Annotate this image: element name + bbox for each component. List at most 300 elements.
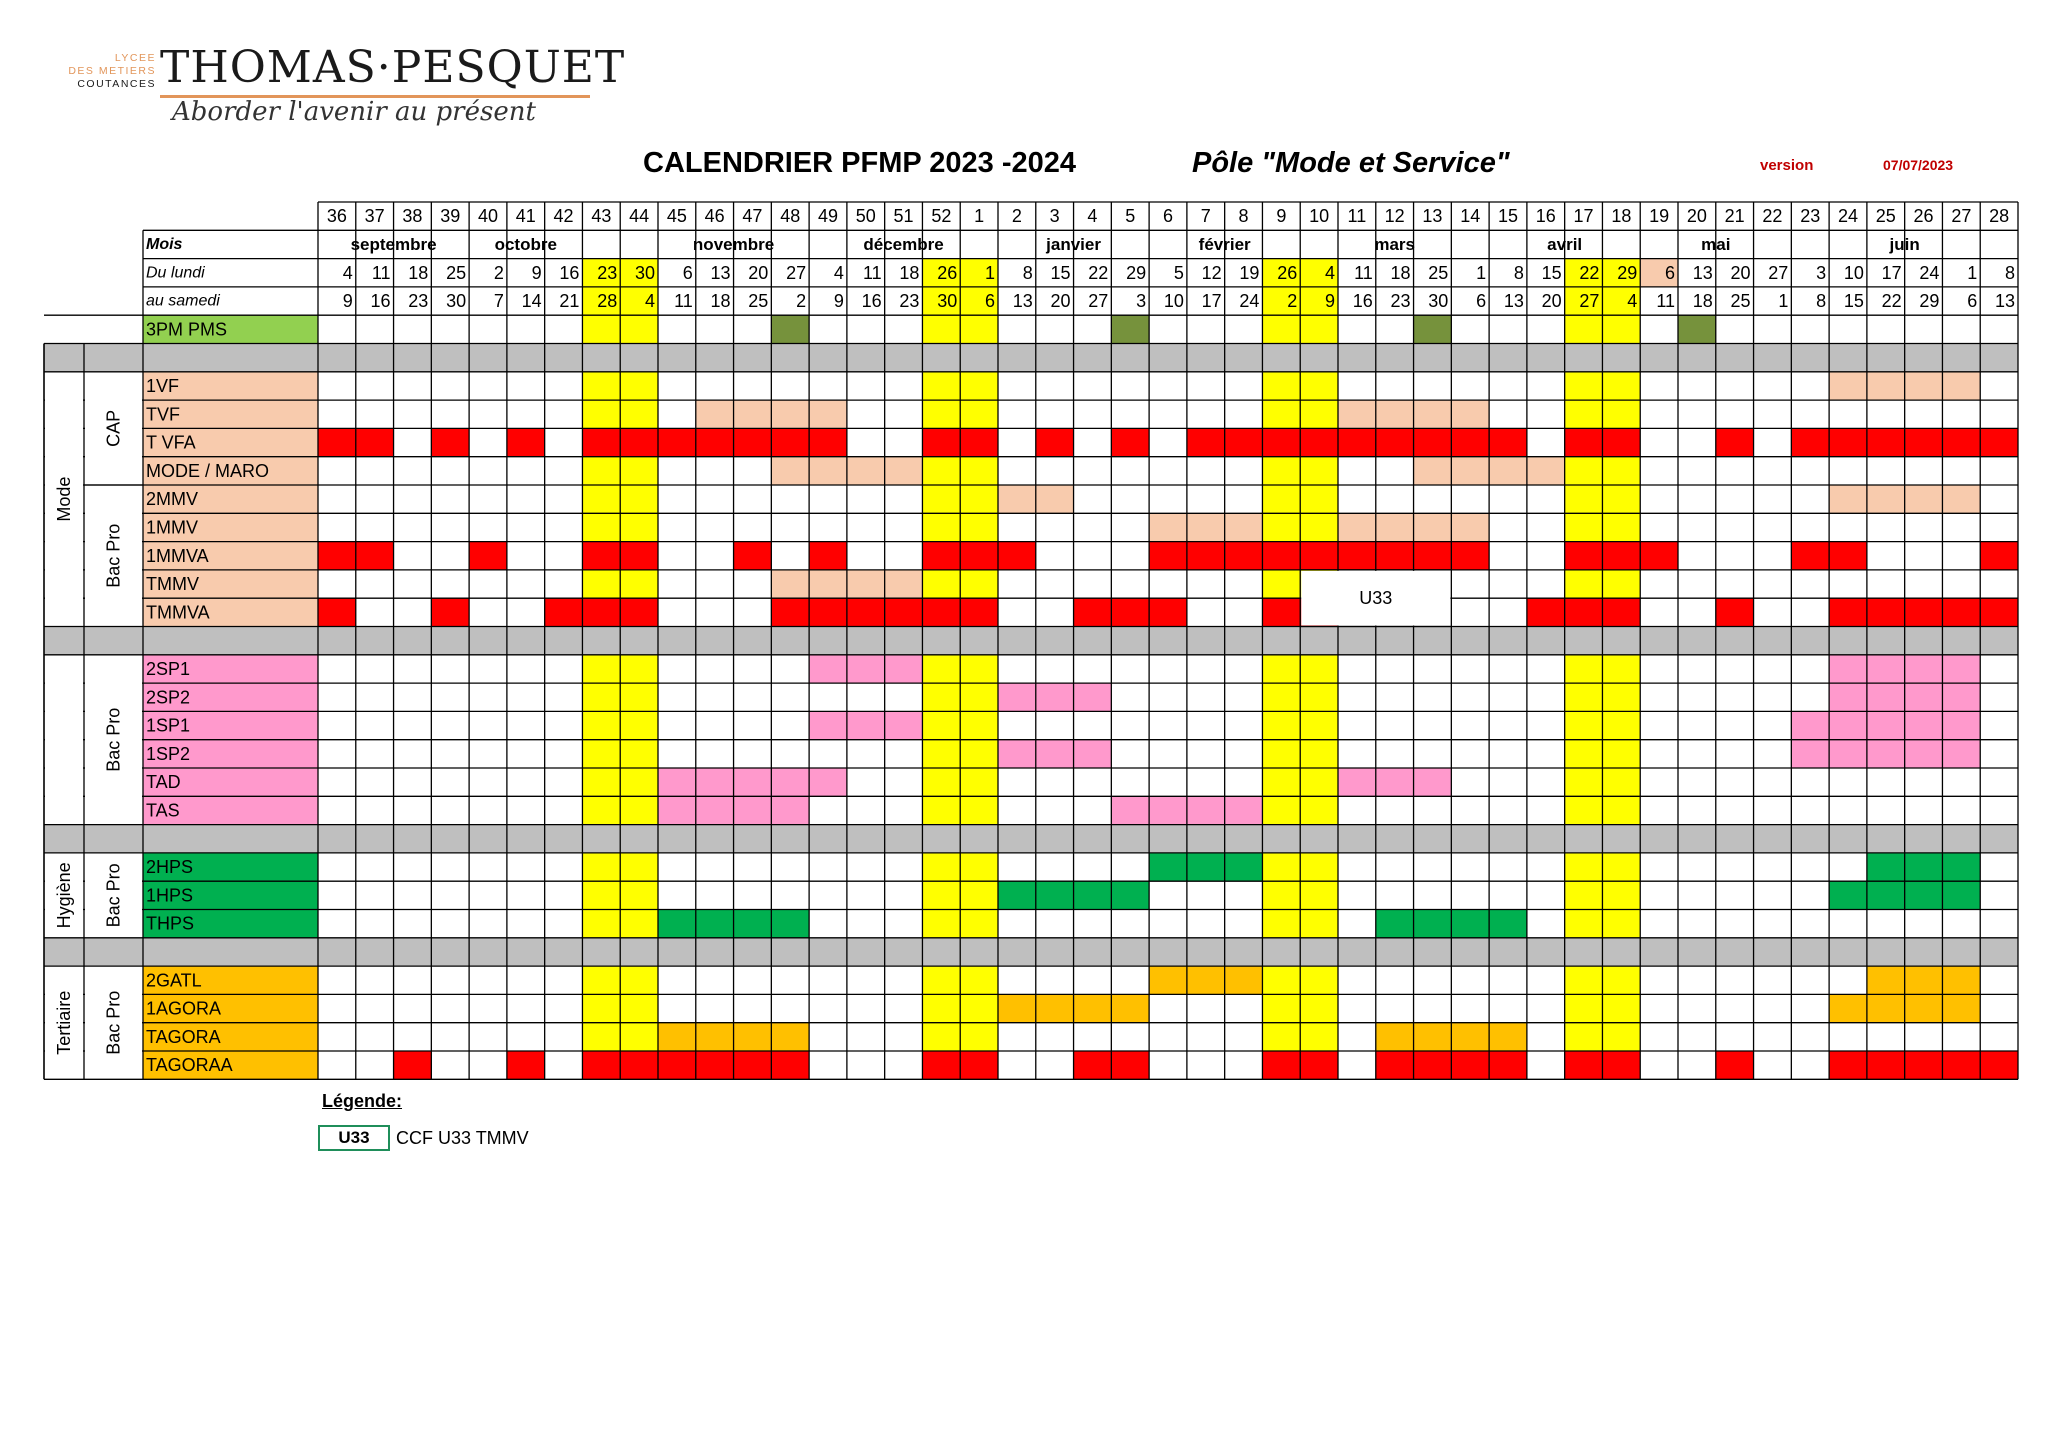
holiday-cell	[1602, 372, 1640, 400]
ccf-cell	[394, 1051, 432, 1079]
merge-mask	[85, 795, 142, 797]
week-number: 47	[742, 206, 763, 227]
holiday-cell	[620, 853, 658, 881]
holiday-cell	[1300, 796, 1338, 824]
holiday-cell	[1565, 768, 1603, 796]
pfmp-cell	[1187, 796, 1225, 824]
merge-mask	[45, 710, 83, 712]
week-number: 43	[591, 206, 612, 227]
merge-mask	[85, 456, 142, 458]
ccf-cell	[696, 428, 734, 456]
holiday-cell	[1262, 655, 1300, 683]
pfmp-cell	[696, 400, 734, 428]
ccf-cell	[1867, 428, 1905, 456]
pfmp-cell	[1376, 400, 1414, 428]
ccf-cell	[1225, 428, 1263, 456]
ccf-cell	[318, 542, 356, 570]
pfmp-cell	[734, 1023, 772, 1051]
date-number: 13	[1994, 291, 2015, 312]
date-number: 25	[1730, 291, 1751, 312]
holiday-cell	[922, 683, 960, 711]
ccf-cell	[1338, 428, 1376, 456]
pfmp-cell	[1905, 881, 1943, 909]
holiday-cell	[1300, 853, 1338, 881]
pfmp-cell	[1791, 740, 1829, 768]
ccf-cell	[1414, 428, 1452, 456]
holiday-cell	[1602, 796, 1640, 824]
ccf-cell	[620, 428, 658, 456]
ccf-cell	[960, 598, 998, 626]
holiday-cell	[1565, 881, 1603, 909]
week-number: 21	[1724, 206, 1745, 227]
holiday-cell	[960, 768, 998, 796]
pfmp-cell	[1376, 1023, 1414, 1051]
week-number: 22	[1762, 206, 1783, 227]
holiday-cell	[582, 853, 620, 881]
week-number: 36	[326, 206, 347, 227]
ccf-cell	[1942, 428, 1980, 456]
holiday-cell	[922, 768, 960, 796]
pfmp-cell	[1036, 881, 1074, 909]
date-number: 9	[1324, 291, 1335, 312]
ccf-cell	[431, 428, 469, 456]
group-label: Bac Pro	[103, 990, 124, 1055]
holiday-cell	[960, 457, 998, 485]
ccf-cell	[696, 1051, 734, 1079]
date-number: 4	[342, 262, 353, 283]
pfmp-cell	[771, 400, 809, 428]
date-number: 13	[1012, 291, 1033, 312]
ccf-cell	[1489, 428, 1527, 456]
pfmp-cell	[1829, 740, 1867, 768]
week-number: 50	[855, 206, 876, 227]
ccf-cell	[1414, 542, 1452, 570]
week-number: 45	[666, 206, 687, 227]
pfmp-cell	[1376, 513, 1414, 541]
holiday-cell	[960, 853, 998, 881]
pms-mark-cell	[1111, 315, 1149, 343]
ccf-cell	[1829, 428, 1867, 456]
holiday-cell	[1602, 740, 1640, 768]
holiday-cell	[922, 910, 960, 938]
holiday-cell	[582, 400, 620, 428]
week-number: 12	[1384, 206, 1405, 227]
month-label: octobre	[494, 234, 557, 254]
pfmp-cell	[771, 457, 809, 485]
date-number: 15	[1541, 262, 1562, 283]
pfmp-cell	[696, 910, 734, 938]
pfmp-cell	[734, 768, 772, 796]
date-number: 6	[1476, 291, 1487, 312]
pfmp-cell	[1036, 485, 1074, 513]
ccf-cell	[507, 428, 545, 456]
week-number: 4	[1087, 206, 1098, 227]
holiday-cell	[620, 315, 658, 343]
ccf-cell	[1111, 428, 1149, 456]
pfmp-cell	[1111, 881, 1149, 909]
month-label: novembre	[692, 234, 775, 254]
holiday-cell	[1300, 740, 1338, 768]
date-number: 2	[493, 262, 504, 283]
date-number: 25	[446, 262, 467, 283]
u33-label: U33	[1359, 588, 1393, 609]
ccf-cell	[318, 598, 356, 626]
pfmp-cell	[1829, 994, 1867, 1022]
week-number: 24	[1837, 206, 1859, 227]
week-number: 44	[629, 206, 650, 227]
pfmp-cell	[1187, 513, 1225, 541]
pfmp-cell	[885, 711, 923, 739]
pfmp-cell	[1111, 796, 1149, 824]
holiday-cell	[922, 513, 960, 541]
class-label: 1MMVA	[146, 545, 209, 566]
merge-mask	[85, 682, 142, 684]
row-label-lundi: Du lundi	[146, 264, 205, 282]
pfmp-cell	[658, 768, 696, 796]
ccf-cell	[809, 428, 847, 456]
ccf-cell	[1074, 1051, 1112, 1079]
date-number: 8	[1816, 291, 1827, 312]
holiday-cell	[1602, 910, 1640, 938]
merge-mask	[85, 399, 142, 401]
date-number: 23	[408, 291, 429, 312]
class-label: 1SP2	[146, 743, 191, 764]
holiday-cell	[1262, 457, 1300, 485]
holiday-cell	[1300, 683, 1338, 711]
date-number: 16	[370, 291, 391, 312]
week-number: 42	[553, 206, 574, 227]
holiday-cell	[960, 966, 998, 994]
holiday-cell	[582, 683, 620, 711]
pfmp-cell	[1867, 372, 1905, 400]
holiday-cell	[582, 910, 620, 938]
week-number: 5	[1125, 206, 1136, 227]
class-label: 1AGORA	[146, 998, 222, 1019]
holiday-cell	[1602, 513, 1640, 541]
pfmp-cell	[1414, 400, 1452, 428]
ccf-cell	[1074, 598, 1112, 626]
ccf-cell	[1980, 428, 2018, 456]
date-number: 27	[786, 262, 807, 283]
holiday-cell	[1262, 513, 1300, 541]
holiday-cell	[1565, 485, 1603, 513]
class-label: TVF	[146, 404, 180, 425]
date-number: 27	[1768, 262, 1789, 283]
date-number: 23	[597, 262, 618, 283]
ccf-cell	[318, 428, 356, 456]
ccf-cell	[1414, 1051, 1452, 1079]
week-number: 38	[402, 206, 423, 227]
holiday-cell	[582, 768, 620, 796]
class-label-pms: 3PM PMS	[146, 319, 228, 340]
week-number: 40	[477, 206, 499, 227]
pfmp-cell	[1414, 910, 1452, 938]
ccf-cell	[1262, 542, 1300, 570]
pfmp-cell	[1942, 853, 1980, 881]
pfmp-cell	[1829, 655, 1867, 683]
date-number: 9	[342, 291, 353, 312]
holiday-cell	[1262, 994, 1300, 1022]
pfmp-cell	[1905, 485, 1943, 513]
ccf-cell	[1489, 1051, 1527, 1079]
date-number: 13	[710, 262, 731, 283]
ccf-cell	[1451, 542, 1489, 570]
ccf-cell	[847, 598, 885, 626]
holiday-cell	[1565, 1023, 1603, 1051]
date-number: 12	[1201, 262, 1222, 283]
holiday-cell	[620, 485, 658, 513]
date-number: 6	[1664, 262, 1675, 283]
holiday-cell	[960, 683, 998, 711]
legend-title: Légende:	[322, 1091, 403, 1111]
merge-mask	[45, 767, 83, 769]
holiday-cell	[960, 711, 998, 739]
ccf-cell	[809, 542, 847, 570]
legend-u33-box: U33	[318, 1125, 390, 1151]
pfmp-cell	[696, 796, 734, 824]
holiday-cell	[1262, 910, 1300, 938]
ccf-cell	[771, 1051, 809, 1079]
pfmp-cell	[1942, 740, 1980, 768]
holiday-cell	[1300, 315, 1338, 343]
ccf-cell	[620, 542, 658, 570]
holiday-cell	[922, 655, 960, 683]
merge-mask	[45, 597, 83, 599]
class-label: TAD	[146, 772, 181, 793]
section-separator	[44, 938, 2018, 966]
holiday-cell	[1565, 740, 1603, 768]
date-number: 24	[1919, 262, 1940, 283]
month-label: avril	[1547, 234, 1583, 254]
pfmp-cell	[696, 1023, 734, 1051]
pfmp-cell	[1867, 994, 1905, 1022]
pfmp-cell	[1376, 768, 1414, 796]
date-number: 8	[2004, 262, 2015, 283]
holiday-cell	[1565, 513, 1603, 541]
holiday-cell	[1602, 683, 1640, 711]
week-number: 41	[515, 206, 536, 227]
pole-title: Pôle "Mode et Service"	[1192, 147, 1510, 179]
holiday-cell	[960, 994, 998, 1022]
ccf-cell	[582, 542, 620, 570]
merge-mask	[45, 795, 83, 797]
date-number: 23	[1390, 291, 1411, 312]
date-number: 11	[674, 291, 693, 312]
section-separator	[44, 344, 2018, 372]
holiday-cell	[1300, 513, 1338, 541]
pfmp-cell	[1527, 457, 1565, 485]
holiday-cell	[960, 910, 998, 938]
pfmp-cell	[1225, 796, 1263, 824]
date-number: 3	[1816, 262, 1827, 283]
date-number: 8	[1022, 262, 1033, 283]
date-number: 17	[1881, 262, 1902, 283]
date-number: 24	[1239, 291, 1260, 312]
holiday-cell	[1602, 485, 1640, 513]
pfmp-cell	[1451, 400, 1489, 428]
ccf-cell	[1225, 542, 1263, 570]
pfmp-cell	[1149, 966, 1187, 994]
pfmp-cell	[1414, 457, 1452, 485]
date-number: 20	[1541, 291, 1562, 312]
week-number: 15	[1497, 206, 1519, 227]
ccf-cell	[1111, 598, 1149, 626]
ccf-cell	[1036, 428, 1074, 456]
pms-mark-cell	[1678, 315, 1716, 343]
pfmp-cell	[1942, 372, 1980, 400]
date-number: 11	[371, 262, 391, 283]
holiday-cell	[620, 655, 658, 683]
pfmp-cell	[1942, 711, 1980, 739]
week-number: 25	[1875, 206, 1896, 227]
pfmp-cell	[847, 711, 885, 739]
holiday-cell	[922, 796, 960, 824]
holiday-cell	[1262, 711, 1300, 739]
merge-mask	[45, 739, 83, 741]
logo-school-name: THOMAS·PESQUET	[160, 42, 626, 93]
date-number: 13	[1503, 291, 1524, 312]
ccf-cell	[1338, 542, 1376, 570]
ccf-cell	[1565, 428, 1603, 456]
ccf-cell	[922, 428, 960, 456]
pfmp-cell	[1111, 994, 1149, 1022]
week-number: 1	[974, 206, 985, 227]
group-label: CAP	[103, 409, 124, 447]
pfmp-cell	[1338, 513, 1376, 541]
date-number: 20	[1050, 291, 1071, 312]
ccf-cell	[1829, 542, 1867, 570]
holiday-cell	[1565, 400, 1603, 428]
pfmp-cell	[1451, 910, 1489, 938]
pfmp-cell	[1867, 683, 1905, 711]
date-number: 4	[1627, 291, 1638, 312]
pfmp-cell	[1187, 853, 1225, 881]
holiday-cell	[1262, 853, 1300, 881]
ccf-cell	[1942, 1051, 1980, 1079]
holiday-cell	[960, 513, 998, 541]
pfmp-cell	[998, 683, 1036, 711]
pfmp-cell	[1942, 994, 1980, 1022]
date-number: 1	[1476, 262, 1487, 283]
holiday-cell	[1300, 768, 1338, 796]
ccf-cell	[469, 542, 507, 570]
ccf-cell	[582, 598, 620, 626]
date-number: 5	[1173, 262, 1184, 283]
date-number: 3	[1136, 291, 1147, 312]
ccf-cell	[582, 1051, 620, 1079]
pfmp-cell	[809, 570, 847, 598]
holiday-cell	[1565, 683, 1603, 711]
holiday-cell	[620, 881, 658, 909]
ccf-cell	[1791, 542, 1829, 570]
pfmp-cell	[1414, 768, 1452, 796]
pfmp-cell	[1942, 881, 1980, 909]
holiday-cell	[922, 485, 960, 513]
pfmp-cell	[1451, 1023, 1489, 1051]
pfmp-cell	[1905, 994, 1943, 1022]
week-number: 2	[1011, 206, 1022, 227]
section-separator	[44, 825, 2018, 853]
holiday-cell	[582, 881, 620, 909]
date-number: 11	[1656, 291, 1675, 312]
holiday-cell	[620, 570, 658, 598]
row-label-samedi: au samedi	[146, 292, 220, 310]
date-number: 23	[899, 291, 920, 312]
pfmp-cell	[1905, 655, 1943, 683]
holiday-cell	[1300, 881, 1338, 909]
ccf-cell	[922, 598, 960, 626]
merge-mask	[85, 597, 142, 599]
pole-label: Tertiaire	[54, 990, 74, 1055]
holiday-cell	[582, 570, 620, 598]
class-label: 1SP1	[146, 715, 191, 736]
ccf-cell	[1942, 598, 1980, 626]
date-number: 18	[1692, 291, 1713, 312]
week-number: 48	[780, 206, 801, 227]
month-label: mars	[1374, 234, 1415, 254]
week-number: 6	[1162, 206, 1174, 227]
holiday-cell	[1602, 853, 1640, 881]
date-number: 26	[937, 262, 958, 283]
ccf-cell	[1829, 1051, 1867, 1079]
class-label: 1MMV	[146, 517, 199, 538]
pfmp-cell	[847, 457, 885, 485]
ccf-cell	[1716, 428, 1754, 456]
week-number: 49	[817, 206, 839, 227]
holiday-cell	[1262, 485, 1300, 513]
pfmp-cell	[1074, 994, 1112, 1022]
ccf-cell	[356, 428, 394, 456]
pfmp-cell	[734, 400, 772, 428]
holiday-cell	[1602, 881, 1640, 909]
ccf-cell	[1980, 1051, 2018, 1079]
date-number: 22	[1881, 291, 1902, 312]
ccf-cell	[1262, 1051, 1300, 1079]
pfmp-cell	[1451, 457, 1489, 485]
date-number: 30	[446, 291, 467, 312]
pfmp-cell	[1338, 400, 1376, 428]
holiday-cell	[620, 400, 658, 428]
pfmp-cell	[1489, 910, 1527, 938]
holiday-cell	[620, 796, 658, 824]
group-label: Bac Pro	[103, 707, 124, 772]
holiday-cell	[582, 966, 620, 994]
pfmp-cell	[658, 796, 696, 824]
holiday-cell	[620, 910, 658, 938]
month-label: décembre	[863, 234, 944, 254]
pfmp-cell	[1905, 683, 1943, 711]
pfmp-cell	[809, 768, 847, 796]
holiday-cell	[1300, 910, 1338, 938]
merge-mask	[45, 399, 83, 401]
holiday-cell	[620, 683, 658, 711]
pfmp-cell	[1829, 683, 1867, 711]
date-number: 6	[984, 291, 995, 312]
pfmp-cell	[1905, 740, 1943, 768]
holiday-cell	[1262, 796, 1300, 824]
date-number: 30	[634, 262, 655, 283]
date-number: 30	[937, 291, 958, 312]
holiday-cell	[922, 457, 960, 485]
holiday-cell	[1300, 1023, 1338, 1051]
class-label: 1VF	[146, 375, 180, 396]
date-number: 1	[984, 262, 995, 283]
ccf-cell	[809, 598, 847, 626]
class-label: 1HPS	[146, 885, 194, 906]
pfmp-cell	[1942, 655, 1980, 683]
row-label-mois: Mois	[146, 235, 183, 253]
holiday-cell	[1262, 881, 1300, 909]
